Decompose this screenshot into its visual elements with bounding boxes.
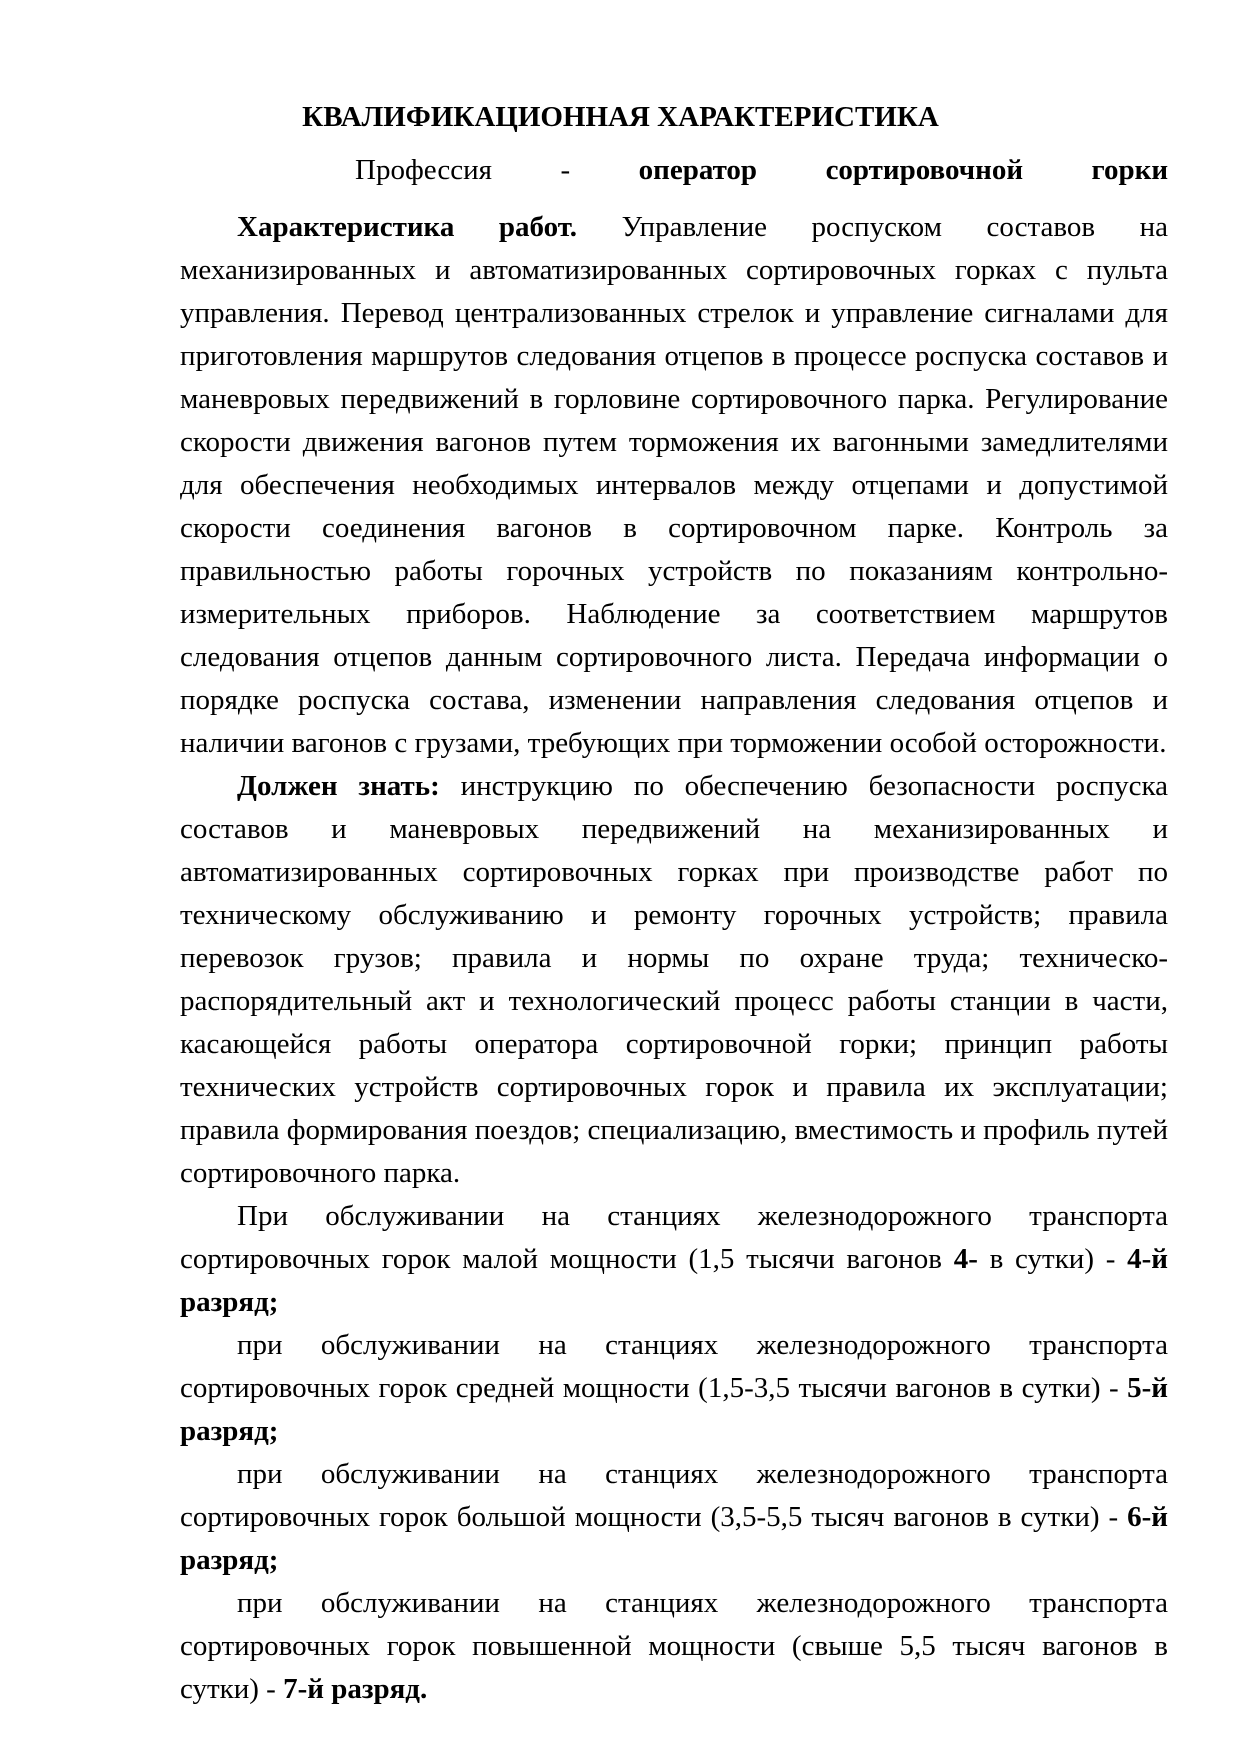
- paragraph-characteristics-of-work: [180, 206, 1168, 765]
- text-run: инструкцию по обеспечению безопасности роспуска составов и маневровых передвижений на механизированных и автоматизированных сортировочных горках при производстве работ по техническому обслуживанию и ремонту горочных устройств; правила перевозок грузов; правила и нормы по охране труда; техническо-распорядительный акт и технологический процесс работы станции в части, касающейся работы оператора сортировочной горки; принцип работы технических устройств сортировочных горок и правила их эксплуатации; правила формирования поездов; специализацию, вместимость и профиль путей сортировочного парка.: [180, 770, 1168, 1189]
- text-run: в сутки) -: [977, 1243, 1128, 1275]
- bold-text-run: 5-й разряд;: [180, 1372, 1168, 1447]
- paragraph-grade-4-clause: [180, 1195, 1168, 1324]
- text-run: при обслуживании на станциях железнодорожного транспорта сортировочных горок средней мощности (1,5-3,5 тысячи вагонов в сутки) -: [180, 1329, 1168, 1404]
- text-run: При обслуживании на станциях железнодорожного транспорта сортировочных горок малой мощности (1,5 тысячи вагонов: [180, 1200, 1168, 1275]
- profession-value-word: горки: [1091, 154, 1169, 186]
- bold-text-run: Характеристика работ.: [237, 211, 578, 243]
- text-run: при обслуживании на станциях железнодорожного транспорта сортировочных горок большой мощности (3,5-5,5 тысяч вагонов в сутки) -: [180, 1458, 1168, 1533]
- paragraph-grade-6-clause: [180, 1453, 1168, 1582]
- bold-text-run: 7-й разряд.: [283, 1673, 428, 1705]
- profession-value-word: сортировочной: [825, 154, 1024, 186]
- bold-text-run: 6-й разряд;: [180, 1501, 1168, 1576]
- profession-label-word: Профессия: [355, 154, 492, 186]
- profession-label-word: -: [560, 154, 571, 186]
- document-title: КВАЛИФИКАЦИОННАЯ ХАРАКТЕРИСТИКА: [302, 101, 939, 133]
- paragraph-grade-5-clause: [180, 1324, 1168, 1453]
- text-run: при обслуживании на станциях железнодорожного транспорта сортировочных горок повышенной мощности (свыше 5,5 тысяч вагонов в сутки) -: [180, 1587, 1168, 1705]
- bold-text-run: Должен знать:: [237, 770, 440, 802]
- bold-text-run: 4-й разряд;: [180, 1243, 1169, 1318]
- profession-line: [180, 149, 1168, 192]
- paragraph-must-know: [180, 765, 1168, 1195]
- bold-text-run: 4-: [953, 1243, 978, 1275]
- profession-value-word: оператор: [638, 154, 758, 186]
- document-body: [180, 206, 1168, 1711]
- paragraph-grade-7-clause: [180, 1582, 1168, 1711]
- text-run: Управление роспуском составов на механизированных и автоматизированных сортировочных горках с пульта управления. Перевод централизованных стрелок и управление сигналами для приготовления маршрутов следования отцепов в процессе роспуска составов и маневровых передвижений в горловине сортировочного парка. Регулирование скорости движения вагонов путем торможения их вагонными замедлителями для обеспечения необходимых интервалов между отцепами и допустимой скорости соединения вагонов в сортировочном парке. Контроль за правильностью работы горочных устройств по показаниям контрольно-измерительных приборов. Наблюдение за соответствием маршрутов следования отцепов данным сортировочного листа. Передача информации о порядке роспуска состава, изменении направления следования отцепов и наличии вагонов с грузами, требующих при торможении особой осторожности.: [180, 211, 1168, 759]
